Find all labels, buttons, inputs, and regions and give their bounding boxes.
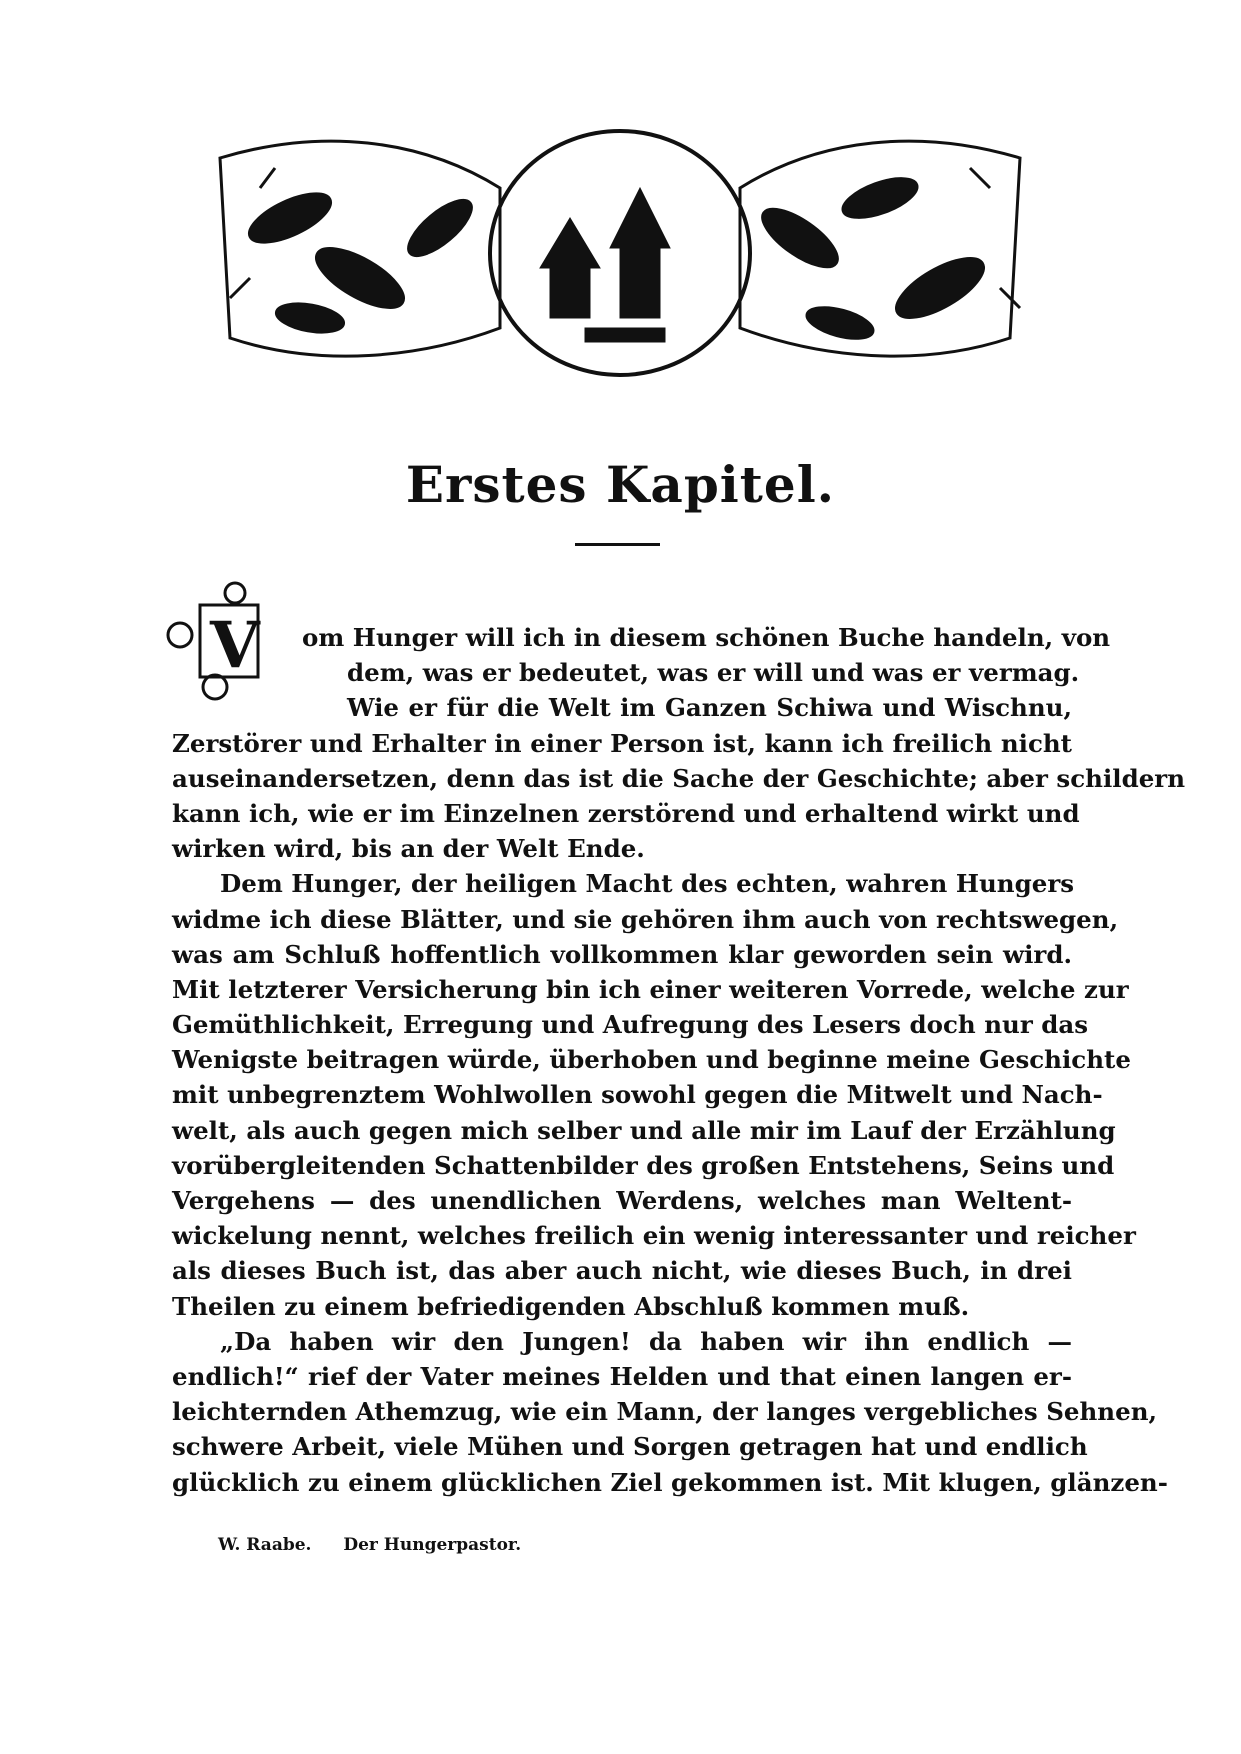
body-text (172, 620, 1186, 1500)
page-footer (218, 1535, 547, 1555)
footer-author: W. Raabe. (218, 1535, 312, 1555)
text-line: wickelung nennt, welches freilich ein wenig interessanter und reicher (172, 1221, 1136, 1251)
text-line: „Da haben wir den Jungen! da haben wir ihn endlich — (220, 1326, 1072, 1356)
text-line: widme ich diese Blätter, und sie gehören ihm auch von rechtswegen, (172, 904, 1119, 934)
text-line: Wie er für die Welt im Ganzen Schiwa und Wischnu, (347, 693, 1072, 723)
text-line: dem, was er bedeutet, was er will und was er vermag. (347, 658, 1080, 688)
text-line: vorübergleitenden Schattenbilder des großen Entstehens, Seins und (172, 1150, 1115, 1180)
text-line: glücklich zu einem glücklichen Ziel gekommen ist. Mit klugen, glänzen- (172, 1467, 1168, 1497)
text-line: Wenigste beitragen würde, überhoben und beginne meine Geschichte (172, 1045, 1131, 1075)
text-line: schwere Arbeit, viele Mühen und Sorgen getragen hat und endlich (172, 1432, 1088, 1462)
text-line: welt, als auch gegen mich selber und alle mir im Lauf der Erzählung (172, 1115, 1116, 1145)
text-line: Gemüthlichkeit, Erregung und Aufregung des Lesers doch nur das (172, 1010, 1089, 1040)
text-line: was am Schluß hoffentlich vollkommen klar geworden sein wird. (172, 939, 1072, 969)
initial-letter: V (210, 608, 260, 683)
chapter-title: Erstes Kapitel. (405, 455, 836, 514)
text-line: Mit letzterer Versicherung bin ich einer weiteren Vorrede, welche zur (172, 974, 1129, 1004)
text-line: Vergehens — des unendlichen Werdens, welches man Weltent- (172, 1186, 1072, 1215)
text-line: Dem Hunger, der heiligen Macht des echten, wahren Hungers (220, 869, 1075, 899)
text-line: wirken wird, bis an der Welt Ende. (172, 834, 645, 864)
text-line: mit unbegrenztem Wohlwollen sowohl gegen die Mitwelt und Nach- (172, 1080, 1103, 1110)
text-line: Theilen zu einem befriedigenden Abschluß kommen muß. (172, 1291, 970, 1321)
decorative-vignette (200, 128, 1040, 378)
text-line: als dieses Buch ist, das aber auch nicht, wie dieses Buch, in drei (172, 1256, 1072, 1286)
text-line: Zerstörer und Erhalter in einer Person ist, kann ich freilich nicht (172, 728, 1072, 758)
title-divider (575, 543, 660, 546)
text-line: om Hunger will ich in diesem schönen Buche handeln, von (302, 623, 1111, 652)
footer-work-title: Der Hungerpastor. (343, 1535, 522, 1555)
text-line: endlich!“ rief der Vater meines Helden und that einen langen er- (172, 1361, 1072, 1391)
text-line: auseinandersetzen, denn das ist die Sache der Geschichte; aber schildern (172, 763, 1186, 793)
text-line: kann ich, wie er im Einzelnen zerstörend und erhaltend wirkt und (172, 798, 1080, 828)
text-line: leichternden Athemzug, wie ein Mann, der langes vergebliches Sehnen, (172, 1397, 1158, 1427)
